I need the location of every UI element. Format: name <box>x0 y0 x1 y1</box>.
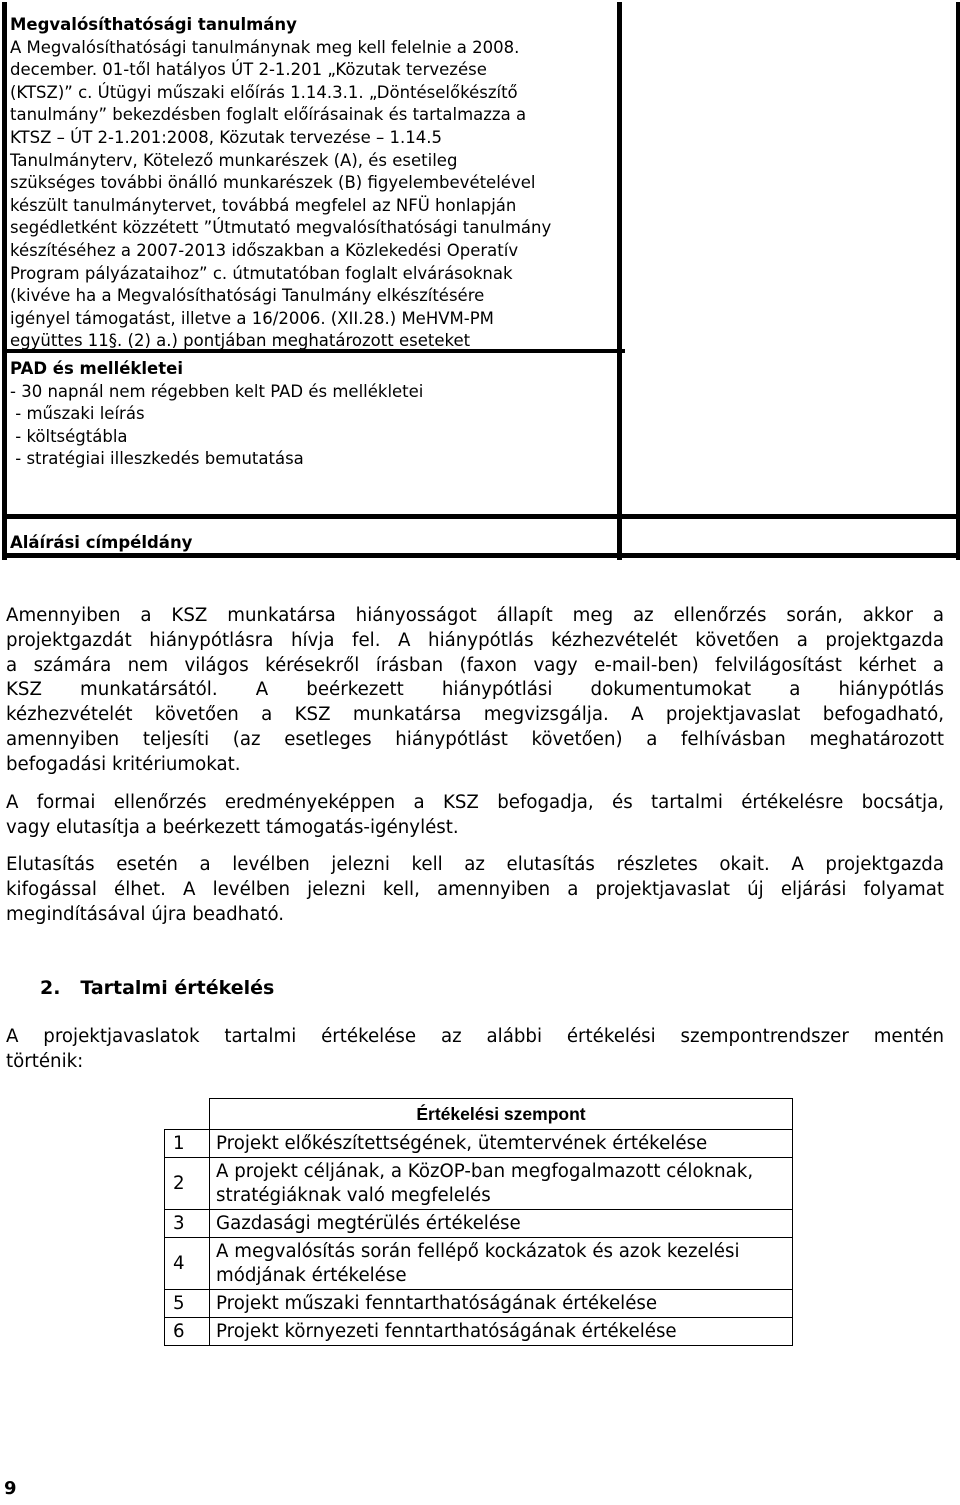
table-row <box>165 1238 793 1290</box>
paragraph-line: Amennyiben a KSZ munkatársa hiányosságot állapít meg az ellenőrzés során, akkor a <box>6 605 944 626</box>
row-number: 5 <box>165 1290 210 1318</box>
paragraph-line: projektgazdát hiánypótlásra hívja fel. A hiánypótlás kézhezvételét követően a projektgazda <box>6 629 944 651</box>
pad-line: - 30 napnál nem régebben kelt PAD és mellékletei <box>10 381 424 401</box>
page-number: 9 <box>4 1478 17 1499</box>
row-criterion: Gazdasági megtérülés értékelése <box>210 1210 793 1238</box>
table-row <box>165 1130 793 1158</box>
table-row <box>165 1210 793 1238</box>
paragraph-line: A formai ellenőrzés eredményeképpen a KSZ befogadja, és tartalmi értékelésre bocsátja, <box>6 792 944 813</box>
row-number: 3 <box>165 1210 210 1238</box>
feasibility-line: segédletként közzétett ”Útmutató megvalósíthatósági tanulmány <box>10 218 552 238</box>
table-border-right <box>956 2 960 560</box>
table-header: Értékelési szempont <box>210 1099 793 1130</box>
section-number: 2. <box>40 977 61 999</box>
feasibility-line: szükséges további önálló munkarészek (B) figyelembevételével <box>10 173 536 193</box>
table-border-left <box>2 2 7 560</box>
table-row <box>165 1318 793 1346</box>
pad-line: - stratégiai illeszkedés bemutatása <box>10 449 304 469</box>
paragraph-line: A projektjavaslatok tartalmi értékelése az alábbi értékelési szempontrendszer mentén <box>6 1026 944 1047</box>
paragraph-line: kézhezvételét követően a KSZ munkatársa megvizsgálja. A projektjavaslat befogadható, <box>6 704 944 726</box>
paragraph-rejection <box>6 853 944 927</box>
feasibility-line: készítéséhez a 2007-2013 időszakban a Közlekedési Operatív <box>10 241 519 260</box>
row-criterion: Projekt előkészítettségének, ütemtervének értékelése <box>210 1130 793 1158</box>
feasibility-line: A Megvalósíthatósági tanulmánynak meg kell felelnie a 2008. <box>10 37 520 57</box>
row-number: 4 <box>165 1238 210 1290</box>
paragraph-formal-check <box>6 791 944 841</box>
paragraph-line: kifogással élhet. A levélben jelezni kell, amennyiben a projektjavaslat új eljárási folyamat <box>6 878 944 900</box>
feasibility-line: Tanulmányterv, Kötelező munkarészek (A), és esetileg <box>10 150 458 170</box>
paragraph-line: a számára nem világos kérésekről írásban (faxon vagy e-mail-ben) felvilágosítást kérhet a <box>6 654 944 676</box>
feasibility-line: tanulmány” bekezdésben foglalt előírásainak és tartalmazza a <box>10 105 527 125</box>
paragraph-line: KSZ munkatársától. A beérkezett hiánypótlási dokumentumokat a hiánypótlás <box>6 679 944 701</box>
feasibility-line: KTSZ – ÚT 2-1.201:2008, Közutak tervezése – 1.14.5 <box>10 128 442 147</box>
paragraph-line: befogadási kritériumokat. <box>6 753 241 775</box>
section-title: Tartalmi értékelés <box>80 977 275 999</box>
paragraph-deficiency <box>6 604 944 778</box>
section-heading <box>40 977 274 999</box>
paragraph-evaluation-intro <box>6 1025 944 1075</box>
table-header-empty <box>165 1099 210 1130</box>
table-header-row <box>165 1099 793 1130</box>
feasibility-line: készült tanulmánytervet, továbbá megfelel az NFÜ honlapján <box>10 195 517 215</box>
pad-line: - műszaki leírás <box>10 404 145 424</box>
feasibility-line: együttes 11§. (2) a.) pontjában meghatározott eseteket <box>10 331 471 351</box>
feasibility-line: (KTSZ)” c. Útügyi műszaki előírás 1.14.3.1. „Döntéselőkészítő <box>10 82 518 102</box>
paragraph-line: megindításával újra beadható. <box>6 903 285 925</box>
table-row-divider <box>2 514 960 519</box>
paragraph-line: vagy elutasítja a beérkezett támogatás-igénylést. <box>6 816 459 838</box>
row-criterion: A projekt céljának, a KözOP-ban megfogalmazott céloknak, stratégiáknak való megfelelés <box>210 1158 793 1210</box>
row-criterion: Projekt környezeti fenntarthatóságának értékelése <box>210 1318 793 1346</box>
paragraph-line: Elutasítás esetén a levélben jelezni kell az elutasítás részletes okait. A projektgazda <box>6 854 944 875</box>
table-row <box>165 1158 793 1210</box>
evaluation-criteria-table <box>164 1098 793 1346</box>
pad-title: PAD és mellékletei <box>10 359 183 378</box>
row-criterion: A megvalósítás során fellépő kockázatok és azok kezelési módjának értékelése <box>210 1238 793 1290</box>
feasibility-line: igényel támogatást, illetve a 16/2006. (XII.28.) MeHVM-PM <box>10 308 494 328</box>
feasibility-line: Program pályázataihoz” c. útmutatóban foglalt elvárásoknak <box>10 263 513 283</box>
row-number: 1 <box>165 1130 210 1158</box>
table-row <box>165 1290 793 1318</box>
row-number: 2 <box>165 1158 210 1210</box>
feasibility-line: december. 01-től hatályos ÚT 2-1.201 „Közutak tervezése <box>10 60 487 80</box>
pad-line: - költségtábla <box>10 426 128 446</box>
feasibility-line: (kivéve ha a Megvalósíthatósági Tanulmány elkészítésére <box>10 286 485 306</box>
table-border-middle <box>617 2 622 560</box>
signature-title: Aláírási címpéldány <box>10 533 193 552</box>
row-criterion: Projekt műszaki fenntarthatóságának értékelése <box>210 1290 793 1318</box>
paragraph-line: amennyiben teljesíti (az esetleges hiánypótlást követően) a felhívásban meghatározott <box>6 728 944 750</box>
feasibility-title: Megvalósíthatósági tanulmány <box>10 15 297 34</box>
row-number: 6 <box>165 1318 210 1346</box>
paragraph-line: történik: <box>6 1050 84 1072</box>
